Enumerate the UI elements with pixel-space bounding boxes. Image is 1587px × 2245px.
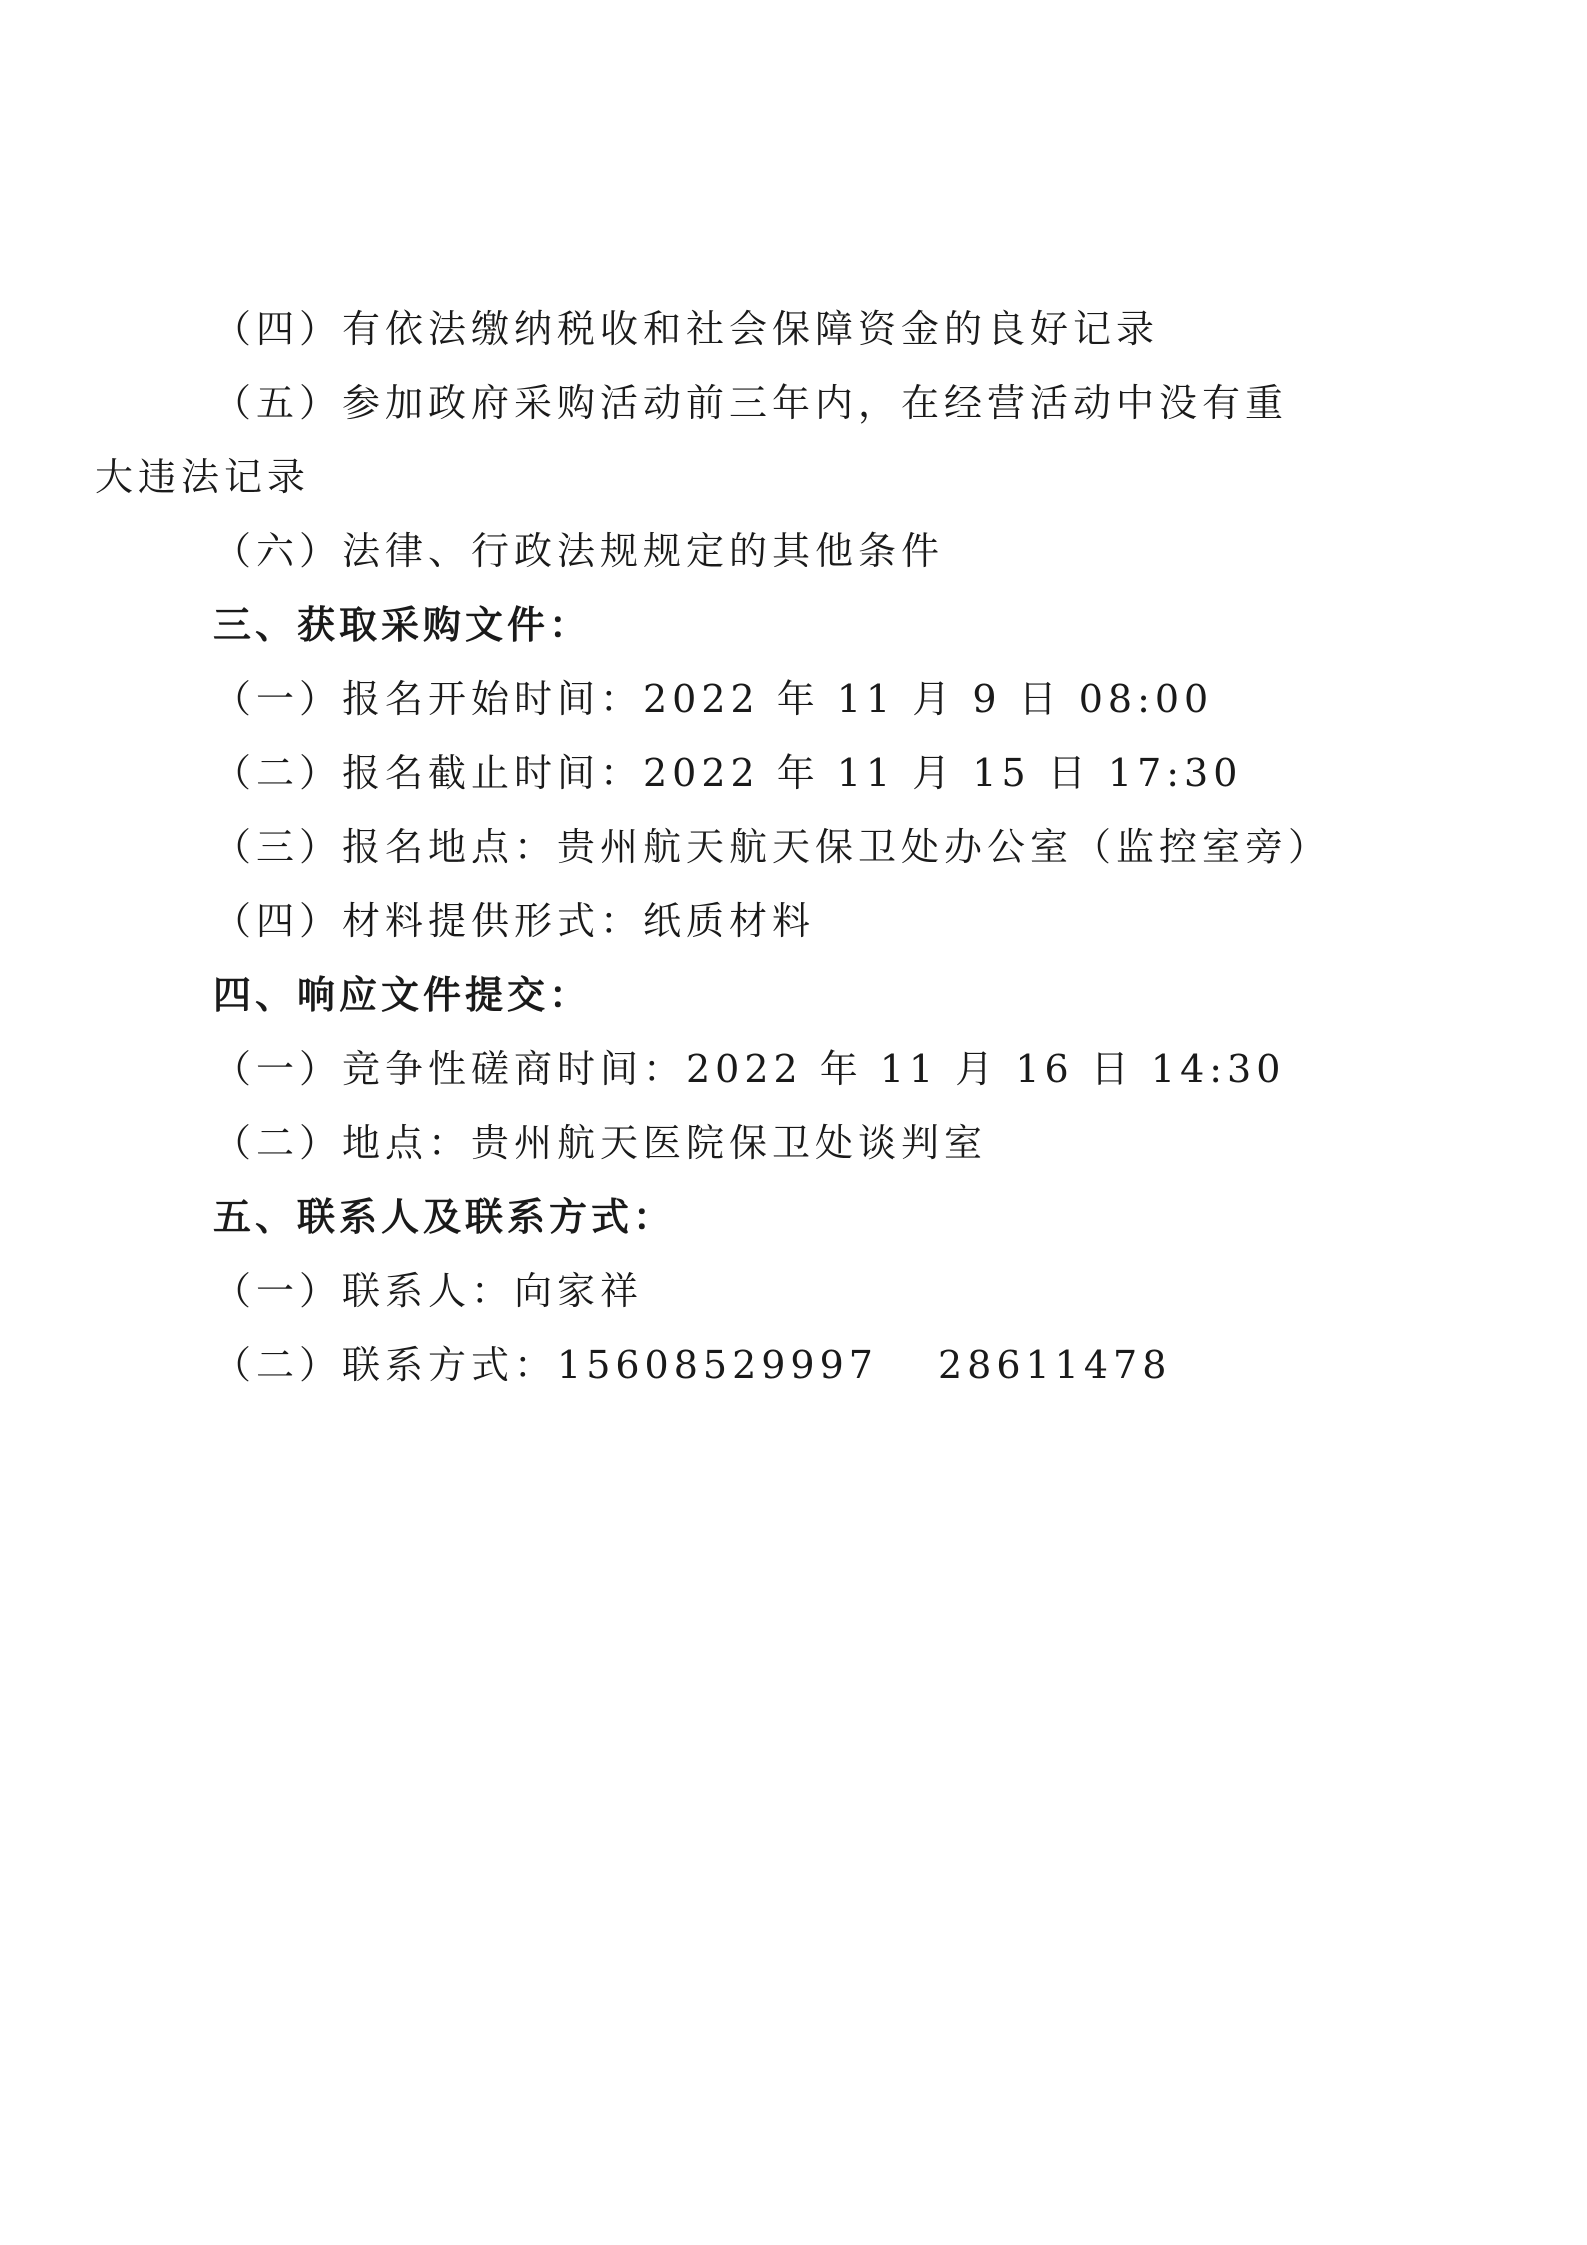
section-heading-obtain-documents: 三、获取采购文件：	[213, 603, 592, 647]
registration-end-time: （二）报名截止时间：2022 年 11 月 15 日 17:30	[213, 751, 1243, 795]
document-body	[95, 292, 1393, 1402]
material-format: （四）材料提供形式：纸质材料	[213, 899, 816, 943]
contact-methods-label: （二）联系方式：	[213, 1343, 558, 1387]
condition-other: （六）法律、行政法规规定的其他条件	[213, 529, 945, 573]
condition-tax-record: （四）有依法缴纳税收和社会保障资金的良好记录	[213, 307, 1160, 351]
contact-methods	[213, 1328, 1393, 1402]
contact-person: （一）联系人：向家祥	[213, 1269, 644, 1313]
section-heading-contact: 五、联系人及联系方式：	[213, 1195, 676, 1239]
consultation-location: （二）地点：贵州航天医院保卫处谈判室	[213, 1121, 988, 1165]
consultation-time: （一）竞争性磋商时间：2022 年 11 月 16 日 14:30	[213, 1047, 1286, 1091]
registration-location: （三）报名地点：贵州航天航天保卫处办公室（监控室旁）	[213, 825, 1332, 869]
condition-no-violation: （五）参加政府采购活动前三年内，在经营活动中没有重	[213, 381, 1289, 425]
section-heading-response-submission: 四、响应文件提交：	[213, 973, 592, 1017]
contact-office-phone: 28611478	[937, 1343, 1172, 1387]
registration-start-time: （一）报名开始时间：2022 年 11 月 9 日 08:00	[213, 677, 1214, 721]
condition-no-violation-continued: 大违法记录	[95, 455, 311, 499]
contact-mobile-phone: 15608529997	[557, 1343, 878, 1387]
